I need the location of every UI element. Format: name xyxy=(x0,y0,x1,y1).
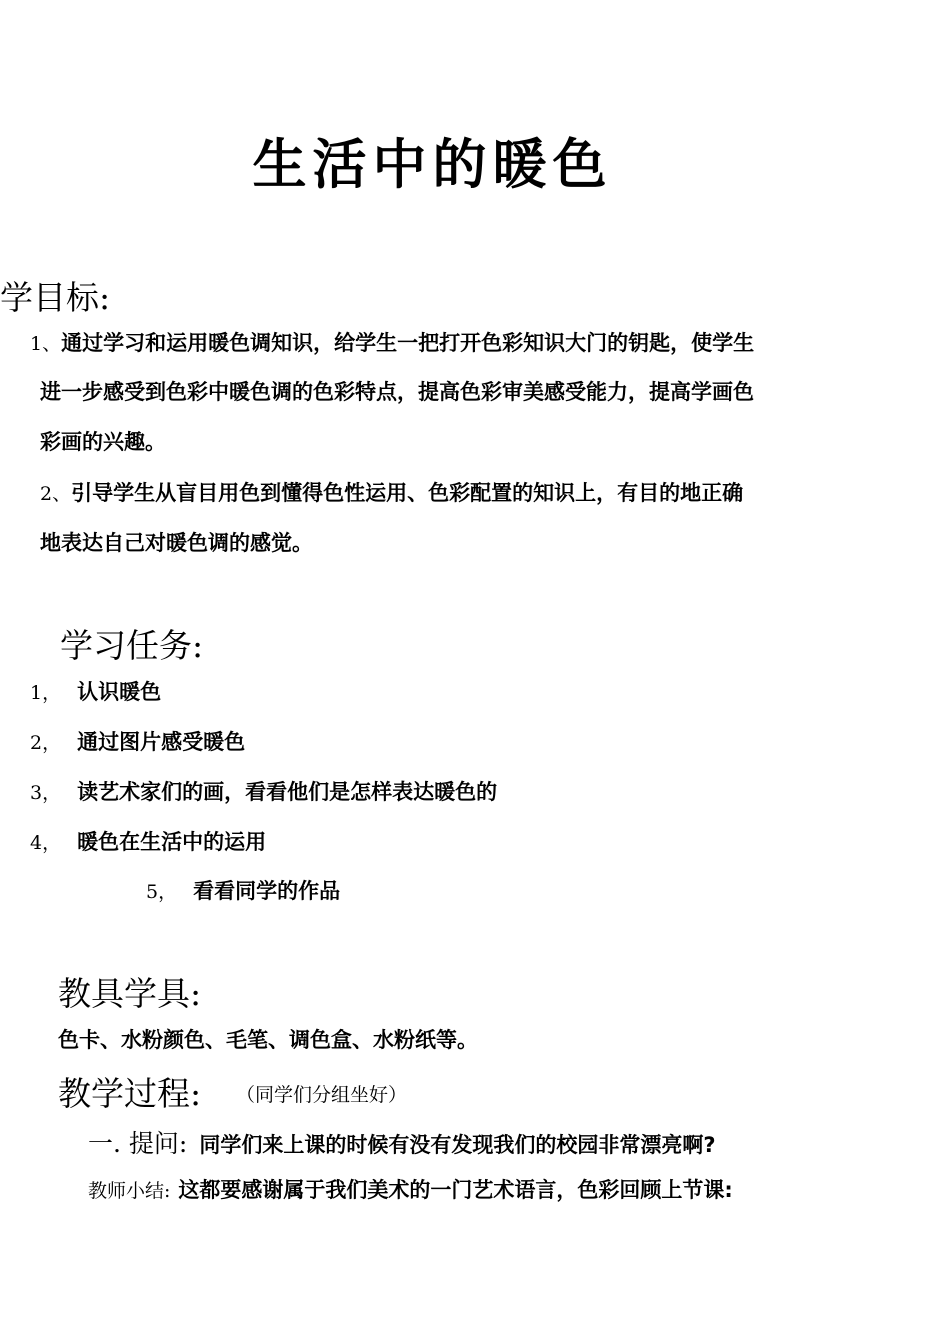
process-note: （同学们分组坐好） xyxy=(236,1084,408,1106)
teacher-summary xyxy=(88,1174,733,1204)
tools-text: 色卡、水粉颜色、毛笔、调色盒、水粉纸等。 xyxy=(58,1028,478,1052)
objective-1-text-1: 通过学习和运用暖色调知识，给学生一把打开色彩知识大门的钥匙，使学生 xyxy=(61,331,755,355)
objective-2-line-1 xyxy=(40,477,743,507)
task-item-3 xyxy=(30,776,497,806)
task-1-text: 认识暖色 xyxy=(77,680,162,704)
task-5-text: 看看同学的作品 xyxy=(193,879,341,903)
objective-1-line-1 xyxy=(30,327,754,357)
objectives-heading: 学目标: xyxy=(0,278,111,317)
task-item-5 xyxy=(146,875,340,905)
document-title: 生活中的暖色 xyxy=(252,132,613,196)
task-4-text: 暖色在生活中的运用 xyxy=(77,830,267,854)
summary-label: 教师小结: xyxy=(88,1180,171,1202)
process-step-1 xyxy=(88,1124,716,1160)
task-2-number: 2， xyxy=(30,732,62,754)
task-item-4 xyxy=(30,826,266,856)
task-5-number: 5， xyxy=(146,881,178,903)
objective-1-line-3: 彩画的兴趣。 xyxy=(40,430,166,454)
task-3-text: 读艺术家们的画，看看他们是怎样表达暖色的 xyxy=(77,780,498,804)
objective-2-number: 2、 xyxy=(40,483,72,505)
task-1-number: 1， xyxy=(30,682,62,704)
task-item-1 xyxy=(30,676,161,706)
step-1-label: 一. 提问: xyxy=(88,1129,188,1158)
objective-1-line-2: 进一步感受到色彩中暖色调的色彩特点，提高色彩审美感受能力，提高学画色 xyxy=(40,380,754,404)
task-item-2 xyxy=(30,726,245,756)
summary-text: 这都要感谢属于我们美术的一门艺术语言，色彩回顾上节课: xyxy=(178,1178,733,1202)
task-2-text: 通过图片感受暖色 xyxy=(77,730,246,754)
objective-2-line-2: 地表达自己对暖色调的感觉。 xyxy=(40,531,313,555)
objective-1-number: 1、 xyxy=(30,333,62,355)
tools-heading: 教具学具: xyxy=(58,974,202,1013)
tasks-heading: 学习任务: xyxy=(60,626,204,665)
task-3-number: 3， xyxy=(30,782,62,804)
objective-2-text-1: 引导学生从盲目用色到懂得色性运用、色彩配置的知识上，有目的地正确 xyxy=(71,481,744,505)
process-heading: 教学过程: xyxy=(58,1074,202,1113)
task-4-number: 4， xyxy=(30,832,62,854)
step-1-text: 同学们来上课的时候有没有发现我们的校园非常漂亮啊? xyxy=(199,1133,716,1157)
